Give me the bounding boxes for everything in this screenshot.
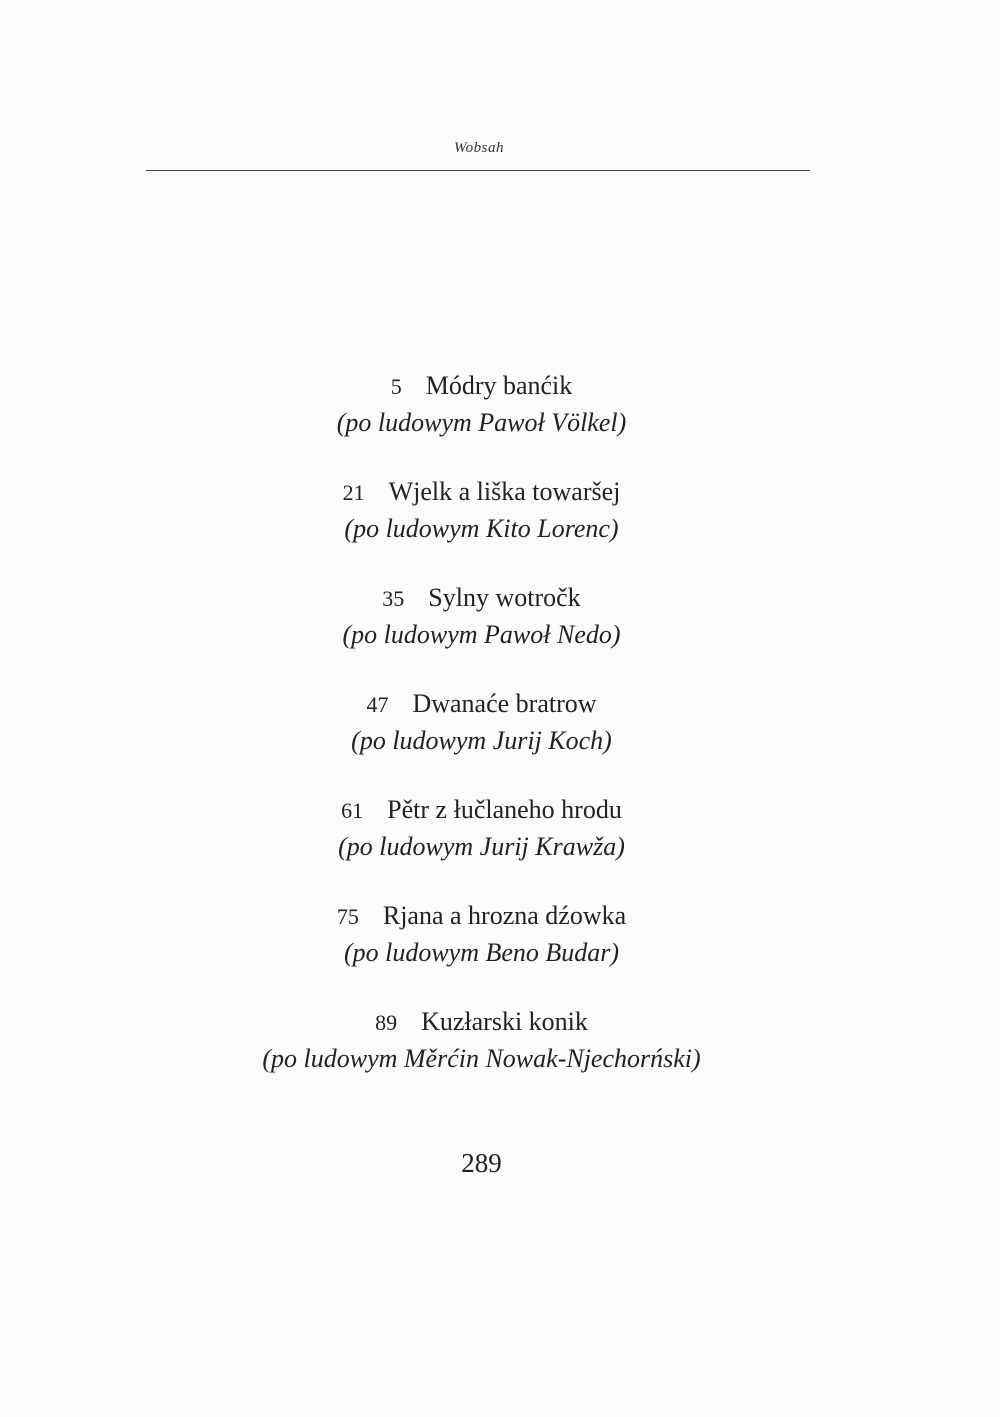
toc-entry	[0, 580, 963, 686]
toc-entry-line	[0, 1004, 963, 1041]
toc-entry-line	[0, 898, 963, 935]
toc-author: (po ludowym Beno Budar)	[343, 938, 620, 967]
toc-page-number: 75	[336, 904, 359, 929]
toc-entry-line	[0, 580, 963, 617]
toc-author: (po ludowym Pawoł Völkel)	[336, 408, 627, 437]
page-number: 289	[461, 1148, 502, 1178]
toc-title: Rjana a hrozna dźowka	[382, 901, 627, 930]
toc-page-number: 21	[342, 480, 365, 505]
toc-author: (po ludowym Jurij Koch)	[351, 726, 612, 755]
toc-entry	[0, 686, 963, 792]
toc-entry	[0, 898, 963, 1004]
toc-entry-line	[0, 792, 963, 829]
toc-entry-line	[0, 686, 963, 723]
toc-page-number: 35	[382, 586, 405, 611]
running-head: Wobsah	[454, 140, 504, 156]
toc-title: Dwanaće bratrow	[412, 689, 597, 718]
toc-page-number: 47	[366, 692, 389, 717]
toc-author: (po ludowym Kito Lorenc)	[344, 514, 619, 543]
toc-page-number: 89	[375, 1010, 398, 1035]
toc-title: Kuzłarski konik	[421, 1007, 588, 1036]
table-of-contents	[0, 368, 963, 1110]
toc-title: Pětr z łučlaneho hrodu	[387, 795, 622, 824]
toc-title: Sylny wotročk	[428, 583, 581, 612]
toc-entry	[0, 474, 963, 580]
toc-author: (po ludowym Jurij Krawža)	[338, 832, 625, 861]
toc-page-number: 61	[341, 798, 364, 823]
toc-entry-line	[0, 368, 963, 405]
toc-author: (po ludowym Měrćin Nowak-Njechorński)	[262, 1044, 701, 1073]
toc-entry	[0, 792, 963, 898]
toc-author: (po ludowym Pawoł Nedo)	[342, 620, 621, 649]
toc-entry-line	[0, 474, 963, 511]
header-rule	[146, 170, 810, 171]
toc-entry	[0, 1004, 963, 1110]
toc-title: Módry banćik	[425, 371, 573, 400]
toc-page-number: 5	[390, 374, 402, 399]
toc-title: Wjelk a liška towaršej	[388, 477, 621, 506]
toc-entry	[0, 368, 963, 474]
